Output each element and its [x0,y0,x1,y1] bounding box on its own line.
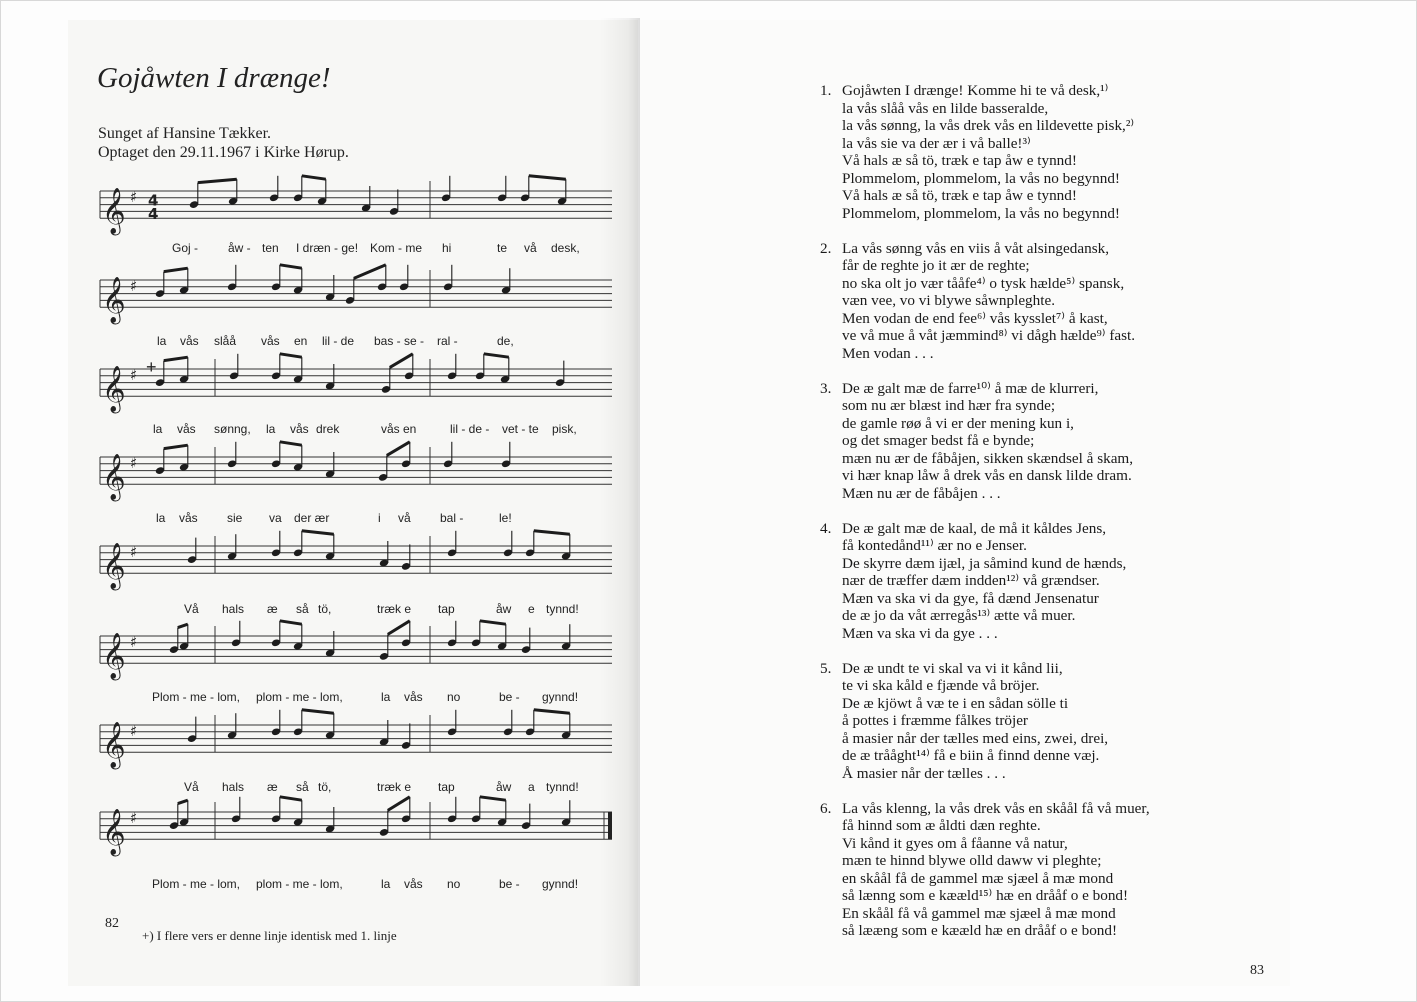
verse-line: de æ trååght¹⁴⁾ få e biin å finnd denne væj. [842,747,1100,765]
verse-number: 4. [820,519,832,537]
staff-system-4 [100,442,612,502]
lyric-syllable: tynnd! [546,780,579,794]
lyric-syllable: tö, [318,602,332,616]
lyric-syllable: vås [290,422,309,436]
note-beam [388,621,410,635]
lyric-syllable: sønng, [214,422,251,436]
page-number-left: 82 [105,916,119,931]
lyric-syllable: træk e [377,602,412,616]
verse-number: 1. [820,82,832,99]
verse-line: de gamle røø å vi er der mening kun i, [842,414,1074,432]
verse-line: De æ kjöwt å væ te i en sådan sölle ti [842,694,1069,712]
lyric-syllable: sie [227,511,243,525]
lyric-syllable: la [266,422,276,436]
verse-3 [820,380,1240,503]
note-beam [534,710,570,713]
verse-line: De æ galt mæ de kaal, de må it kåldes Jens, [842,519,1107,537]
lyric-syllable: vå [398,511,411,525]
lyric-syllable: I dræn - ge! [296,241,359,255]
note-beam [388,797,410,811]
lyric-syllable: åw - [228,241,251,255]
lyric-syllable: no [447,690,461,704]
lyric-syllable: æ [267,602,278,616]
staff-notation [0,0,640,1002]
verse-line: Å masier når der tælles . . . [842,764,1006,782]
verse-line: ve vå mue å våt jæmmind⁸⁾ vi dågh hælde⁹⁾ fast. [842,327,1136,345]
note-beam [178,800,188,803]
note-beam [164,357,188,360]
lyric-syllable: slåå [214,334,237,348]
verse-line: En skåål få vå gammel mæ sjæel å mæ mond [842,904,1116,922]
verse-line: De skyrre dæm ijæl, ja såmind kund de hænds, [842,554,1127,572]
sharp-key-signature-icon: ♯ [130,721,138,740]
credit-singer: Sunget af Hansine Tækker. [98,125,272,142]
lyric-syllable: vå [524,241,537,255]
lyric-syllable: te [497,241,508,255]
verse-line: De æ galt mæ de farre¹⁰⁾ å mæ de klurreri, [842,379,1099,397]
sharp-key-signature-icon: ♯ [130,808,138,827]
sharp-key-signature-icon: ♯ [130,632,138,651]
sharp-key-signature-icon: ♯ [130,365,138,384]
lyric-syllable: le! [499,511,512,525]
lyric-syllable: ral - [437,334,458,348]
lyric-syllable: la [157,334,167,348]
verse-line: nær de træffer dæm indden¹²⁾ vå grændser. [842,572,1100,590]
sheet-music [0,0,640,1002]
verse-line: Vå hals æ så tö, træk e tap åw e tynnd! [842,152,1077,169]
note-beam [198,179,237,182]
verse-line: å masier når der tælles med eins, zwei, drei, [842,729,1109,747]
lyric-syllable: åw [496,602,512,616]
time-signature-bottom: 4 [148,205,159,224]
lyric-syllable: no [447,877,461,891]
lyric-syllable: åw [496,780,512,794]
verse-line: å pottes i fræmme fålkes tröjer [842,712,1028,730]
note-beam [390,354,413,368]
lyric-syllable: vås [179,511,198,525]
verse-line: så lææng som e kææld hæ en drååf o e bond! [842,922,1118,940]
staff-system-5 [100,531,612,591]
note-beam [280,621,302,624]
lyric-syllable: gynnd! [542,877,579,891]
verse-line: La vås klenng, la vås drek vås en skåål få vå muer, [842,799,1150,817]
page-number-right: 83 [1250,963,1264,978]
lyric-syllable: hals [222,780,245,794]
note-beam [280,442,302,445]
note-beam [529,176,566,179]
verses [820,82,1240,958]
cross-mark: + [146,357,157,377]
verse-line: Vå hals æ så tö, træk e tap åw e tynnd! [842,187,1077,204]
verse-line: mæn nu ær de fåbåjen, sikken skændsel å skam, [842,449,1134,467]
lyric-syllable: be - [499,690,520,704]
note-beam [534,531,570,534]
treble-clef-icon: 𝄞 [102,277,126,324]
verse-2 [820,240,1240,363]
treble-clef-icon: 𝄞 [102,633,126,680]
lyric-syllable: va [269,511,282,525]
verse-1 [820,82,1240,222]
treble-clef-icon: 𝄞 [102,188,126,235]
lyric-syllable: pisk, [552,422,577,436]
note-beam [280,354,302,357]
verse-line: la vås sie va der ær i vå balle!³⁾ [842,134,1031,152]
treble-clef-icon: 𝄞 [102,809,126,856]
lyric-syllable: træk e [377,780,412,794]
lyric-syllable: Vå [184,780,199,794]
verse-line: vi hær knap låw å drek vås en dansk lilde dram. [842,467,1132,485]
note-beam [387,442,410,456]
note-beam [354,265,386,279]
lyric-syllable: a [528,780,535,794]
note-beam [164,445,188,448]
lyric-syllable: tynnd! [546,602,579,616]
lyric-syllable: vås [177,422,196,436]
note-beam [280,797,302,800]
treble-clef-icon: 𝄞 [102,543,126,590]
lyric-syllable: vås en [381,422,417,436]
staff-system-6 [100,621,612,681]
staff-system-8 [100,797,612,857]
time-signature-top: 4 [148,191,159,210]
lyric-syllable: der ær [294,511,330,525]
sharp-key-signature-icon: ♯ [130,276,138,295]
lyric-syllable: en [294,334,308,348]
verse-line: få kontedånd¹¹⁾ ær no e Jenser. [842,537,1027,555]
lyric-syllable: de, [497,334,514,348]
note-beam [178,624,188,627]
verse-line: Men vodan . . . [842,344,934,362]
lyric-syllable: desk, [551,241,580,255]
verse-5 [820,660,1240,783]
verse-line: Gojåwten I drænge! Komme hi te vå desk,¹⁾ [842,82,1109,99]
lyric-syllable: tap [438,602,455,616]
staff-system-7 [100,710,612,770]
lyric-syllable: lil - de [322,334,355,348]
lyric-syllable: lil - de - [450,422,490,436]
verse-line: Men vodan de end fee⁶⁾ vås kysslet⁷⁾ å kast, [842,309,1108,327]
lyric-syllable: vås [261,334,280,348]
lyric-syllable: Plom - me - lom, [152,877,241,891]
verse-line: Mæn va ska vi da gye, få dænd Jensenatur [842,589,1099,607]
verse-number: 6. [820,799,832,817]
note-beam [280,265,302,268]
note-beam [484,354,509,357]
verse-line: væn vee, vo vi blywe såwnpleghte. [842,292,1056,310]
lyric-syllable: drek [316,422,340,436]
lyric-syllable: tö, [318,780,332,794]
treble-clef-icon: 𝄞 [102,454,126,501]
treble-clef-icon: 𝄞 [102,366,126,413]
lyric-syllable: Kom - me [370,241,423,255]
verse-line: te vi ska kåld e fjænde vå bröjer. [842,677,1040,695]
note-beam [302,176,326,179]
sharp-key-signature-icon: ♯ [130,453,138,472]
sharp-key-signature-icon: ♯ [130,542,138,561]
lyric-syllable: la [156,511,166,525]
note-beam [480,621,506,624]
lyric-syllable: Plom - me - lom, [152,690,241,704]
song-title: Gojåwten I drænge! [97,62,331,94]
lyric-syllable: i [378,511,381,525]
sharp-key-signature-icon: ♯ [130,187,138,206]
lyric-syllable: så [296,602,309,616]
note-beam [302,531,334,534]
lyric-syllable: be - [499,877,520,891]
verse-line: La vås sønng vås en viis å våt alsingedansk, [842,239,1109,257]
credit-recording: Optaget den 29.11.1967 i Kirke Hørup. [98,144,349,161]
lyric-syllable: Vå [184,602,199,616]
verse-line: mæn te hinnd blywe olld daww vi pleghte; [842,852,1102,870]
note-beam [302,710,334,713]
lyric-syllable: vås [180,334,199,348]
verse-line: en skåål få de gammel mæ sjæel å mæ mond [842,869,1114,887]
treble-clef-icon: 𝄞 [102,722,126,769]
verse-line: og det smager bedst få e bynde; [842,432,1035,450]
lyric-syllable: la [381,690,391,704]
verse-number: 3. [820,379,832,397]
verse-line: no ska olt jo vær tååfe⁴⁾ o tysk hælde⁵⁾ spansk, [842,274,1125,292]
verse-line: får de reghte jo it ær de reghte; [842,257,1030,275]
verse-line: la vås slåå vås en lilde basseralde, [842,99,1049,117]
lyric-syllable: bal - [440,511,464,525]
lyric-syllable: tap [438,780,455,794]
note-beam [164,268,188,271]
verse-line: få hinnd som æ åldti dæn reghte. [842,817,1041,835]
staff-system-1 [100,176,612,236]
lyric-syllable: æ [267,780,278,794]
verse-line: de æ jo da våt ærregås¹³⁾ ætte vå muer. [842,607,1076,625]
lyric-syllable: ten [262,241,279,255]
verse-line: så lænng som e kææld¹⁵⁾ hæ en drååf o e bond! [842,887,1129,905]
lyric-syllable: hi [442,241,452,255]
note-beam [480,797,506,800]
verse-line: Mæn nu ær de fåbåjen . . . [842,484,1001,502]
verse-line: Plommelom, plommelom, la vås no begynnd! [842,169,1120,187]
lyric-syllable: vet - te [502,422,539,436]
footnote: +) I flere vers er denne linje identisk med 1. linje [142,928,397,943]
lyric-syllable: vås [404,877,423,891]
lyric-syllable: e [528,602,535,616]
verse-line: Mæn va ska vi da gye . . . [842,624,998,642]
lyric-syllable: gynnd! [542,690,579,704]
final-barline-thick [608,812,612,839]
verse-6 [820,800,1240,940]
verse-line: la vås sønng, la vås drek vås en lildevette pisk,²⁾ [842,117,1135,134]
verse-number: 2. [820,239,832,257]
lyric-syllable: vås [404,690,423,704]
staff-system-3 [100,354,612,414]
verse-line: Plommelom, plommelom, la vås no begynnd! [842,204,1120,222]
lyric-syllable: la [153,422,163,436]
staff-system-2 [100,265,612,325]
verse-line: som nu ær blæst ind hær fra synde; [842,397,1056,415]
lyric-syllable: hals [222,602,245,616]
verse-line: De æ undt te vi skal va vi it kånd lii, [842,659,1063,677]
verse-line: Vi kånd it gyes om å fåanne vå natur, [842,834,1068,852]
lyric-syllable: Goj - [172,241,199,255]
lyric-syllable: la [381,877,391,891]
verse-4 [820,520,1240,643]
lyric-syllable: plom - me - lom, [256,877,343,891]
lyric-syllable: plom - me - lom, [256,690,343,704]
verse-number: 5. [820,659,832,677]
lyric-syllable: så [296,780,309,794]
lyric-syllable: bas - se - [374,334,425,348]
